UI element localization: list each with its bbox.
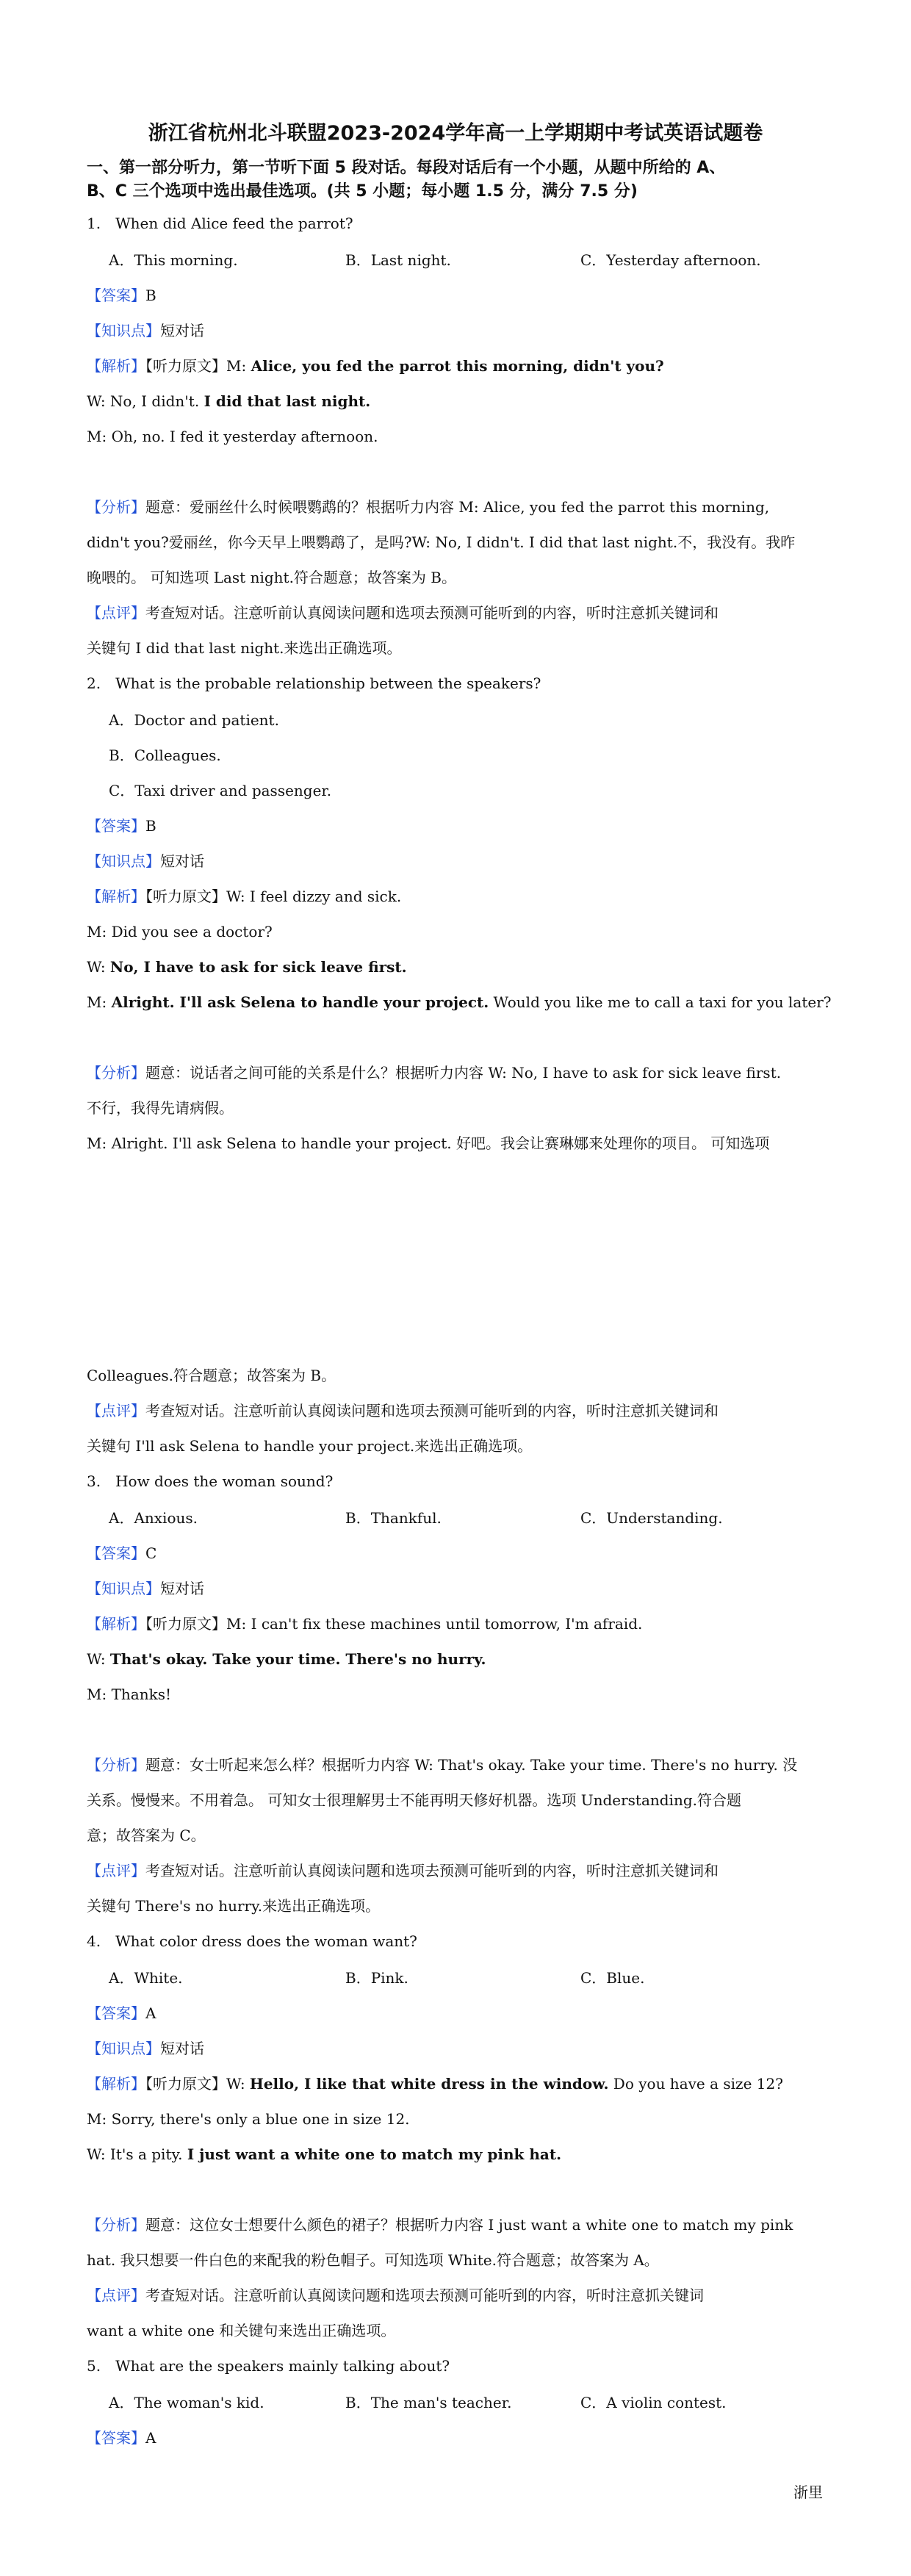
q2-analysis-3: M: Alright. I'll ask Selena to handle your project. 好吧。我会让赛琳娜来处理你的项目。 可知选项 — [87, 1134, 770, 1152]
q2-option-c: C．Taxi driver and passenger. — [109, 782, 332, 799]
question-5-stem: 5. What are the speakers mainly talking about? — [87, 2357, 450, 2375]
q3-transcript-3: M: Thanks! — [87, 1685, 172, 1703]
q2-analysis-2: 不行，我得先请病假。 — [87, 1099, 234, 1117]
q2-option-b: B．Colleagues. — [109, 746, 221, 764]
q2-transcript-4: M: Alright. I'll ask Selena to handle your project. Would you like me to call a taxi for you later? — [87, 993, 832, 1011]
q1-analysis-3: 晚喂的。 可知选项 Last night.符合题意；故答案为 B。 — [87, 569, 456, 586]
section-heading-line1: 一、第一部分听力，第一节听下面 5 段对话。每段对话后有一个小题，从题中所给的 A、 — [87, 159, 726, 177]
q1-analysis-2: didn't you?爱丽丝，你今天早上喂鹦鹉了，是吗?W: No, I didn't. I did that last night.不，我没有。我昨 — [87, 533, 796, 551]
q2-answer: 【答案】B — [87, 817, 156, 835]
q5-option-a: A．The woman's kid. — [109, 2394, 264, 2411]
question-1-stem: 1. When did Alice feed the parrot? — [87, 215, 353, 232]
q3-comment-2: 关键句 There's no hurry.来选出正确选项。 — [87, 1897, 381, 1915]
q1-option-a: A．This morning. — [109, 251, 238, 269]
q1-answer: 【答案】B — [87, 287, 156, 304]
q1-option-b: B．Last night. — [345, 251, 451, 269]
q3-comment-1: 【点评】考查短对话。注意听前认真阅读问题和选项去预测可能听到的内容，听时注意抓关键词和 — [87, 1862, 719, 1879]
q1-knowledge: 【知识点】短对话 — [87, 322, 204, 339]
q3-option-b: B．Thankful. — [345, 1509, 442, 1527]
q3-knowledge: 【知识点】短对话 — [87, 1580, 204, 1597]
page-title: 浙江省杭州北斗联盟2023-2024学年高一上学期期中考试英语试题卷 — [148, 122, 763, 145]
q4-comment-1: 【点评】考查短对话。注意听前认真阅读问题和选项去预测可能听到的内容，听时注意抓关键词 — [87, 2287, 704, 2304]
q5-option-c: C．A violin contest. — [580, 2394, 727, 2411]
q3-option-a: A．Anxious. — [109, 1509, 198, 1527]
q4-option-a: A．White. — [109, 1969, 183, 1987]
q3-transcript-2: W: That's okay. Take your time. There's no hurry. — [87, 1650, 486, 1668]
q2-analysis-4: Colleagues.符合题意；故答案为 B。 — [87, 1367, 336, 1384]
q2-option-a: A．Doctor and patient. — [109, 711, 279, 729]
q4-analysis-1: 【分析】题意：这位女士想要什么颜色的裙子？根据听力内容 I just want a white one to match my pink — [87, 2216, 793, 2234]
q1-comment-1: 【点评】考查短对话。注意听前认真阅读问题和选项去预测可能听到的内容，听时注意抓关键词和 — [87, 604, 719, 622]
q1-comment-2: 关键句 I did that last night.来选出正确选项。 — [87, 639, 402, 657]
q1-transcript-3: M: Oh, no. I fed it yesterday afternoon. — [87, 428, 378, 445]
q5-answer: 【答案】A — [87, 2429, 156, 2447]
q3-answer: 【答案】C — [87, 1544, 157, 1562]
q2-transcript-1: 【解析】【听力原文】W: I feel dizzy and sick. — [87, 888, 402, 905]
q4-transcript-1: 【解析】【听力原文】W: Hello, I like that white dress in the window. Do you have a size 12? — [87, 2075, 783, 2093]
q3-analysis-3: 意；故答案为 C。 — [87, 1827, 206, 1844]
q4-transcript-3: W: It's a pity. I just want a white one to match my pink hat. — [87, 2145, 562, 2163]
q4-answer: 【答案】A — [87, 2004, 156, 2022]
question-3-stem: 3. How does the woman sound? — [87, 1472, 334, 1490]
q4-comment-2: want a white one 和关键句来选出正确选项。 — [87, 2322, 396, 2339]
q1-transcript-2: W: No, I didn't. I did that last night. — [87, 392, 371, 410]
q5-option-b: B．The man's teacher. — [345, 2394, 512, 2411]
q2-knowledge: 【知识点】短对话 — [87, 852, 204, 870]
q2-transcript-3: W: No, I have to ask for sick leave first. — [87, 958, 407, 976]
q2-analysis-1: 【分析】题意：说话者之间可能的关系是什么？根据听力内容 W: No, I have to ask for sick leave first. — [87, 1064, 782, 1082]
q3-analysis-2: 关系。慢慢来。不用着急。 可知女士很理解男士不能再明天修好机器。选项 Understanding.符合题 — [87, 1791, 741, 1809]
q4-option-c: C．Blue. — [580, 1969, 645, 1987]
q1-transcript-1: 【解析】【听力原文】M: Alice, you fed the parrot this morning, didn't you? — [87, 357, 664, 375]
question-4-stem: 4. What color dress does the woman want? — [87, 1932, 417, 1950]
q4-option-b: B．Pink. — [345, 1969, 408, 1987]
q1-option-c: C．Yesterday afternoon. — [580, 251, 761, 269]
q1-analysis-1: 【分析】题意：爱丽丝什么时候喂鹦鹉的？根据听力内容 M: Alice, you fed the parrot this morning, — [87, 498, 770, 516]
q3-transcript-1: 【解析】【听力原文】M: I can't fix these machines until tomorrow, I'm afraid. — [87, 1615, 643, 1633]
q4-knowledge: 【知识点】短对话 — [87, 2040, 204, 2057]
question-2-stem: 2. What is the probable relationship between the speakers? — [87, 674, 541, 692]
page-footer: 浙里 — [793, 2483, 823, 2501]
q2-comment-2: 关键句 I'll ask Selena to handle your project.来选出正确选项。 — [87, 1437, 533, 1455]
q3-option-c: C．Understanding. — [580, 1509, 723, 1527]
section-heading-line2: B、C 三个选项中选出最佳选项。(共 5 小题；每小题 1.5 分，满分 7.5 分) — [87, 182, 638, 201]
q2-transcript-2: M: Did you see a doctor? — [87, 923, 273, 940]
q2-comment-1: 【点评】考查短对话。注意听前认真阅读问题和选项去预测可能听到的内容，听时注意抓关键词和 — [87, 1402, 719, 1420]
q3-analysis-1: 【分析】题意：女士听起来怎么样？根据听力内容 W: That's okay. Take your time. There's no hurry. 没 — [87, 1756, 798, 1774]
q4-transcript-2: M: Sorry, there's only a blue one in size 12. — [87, 2110, 410, 2128]
q4-analysis-2: hat. 我只想要一件白色的来配我的粉色帽子。可知选项 White.符合题意；故答案为 A。 — [87, 2251, 659, 2269]
